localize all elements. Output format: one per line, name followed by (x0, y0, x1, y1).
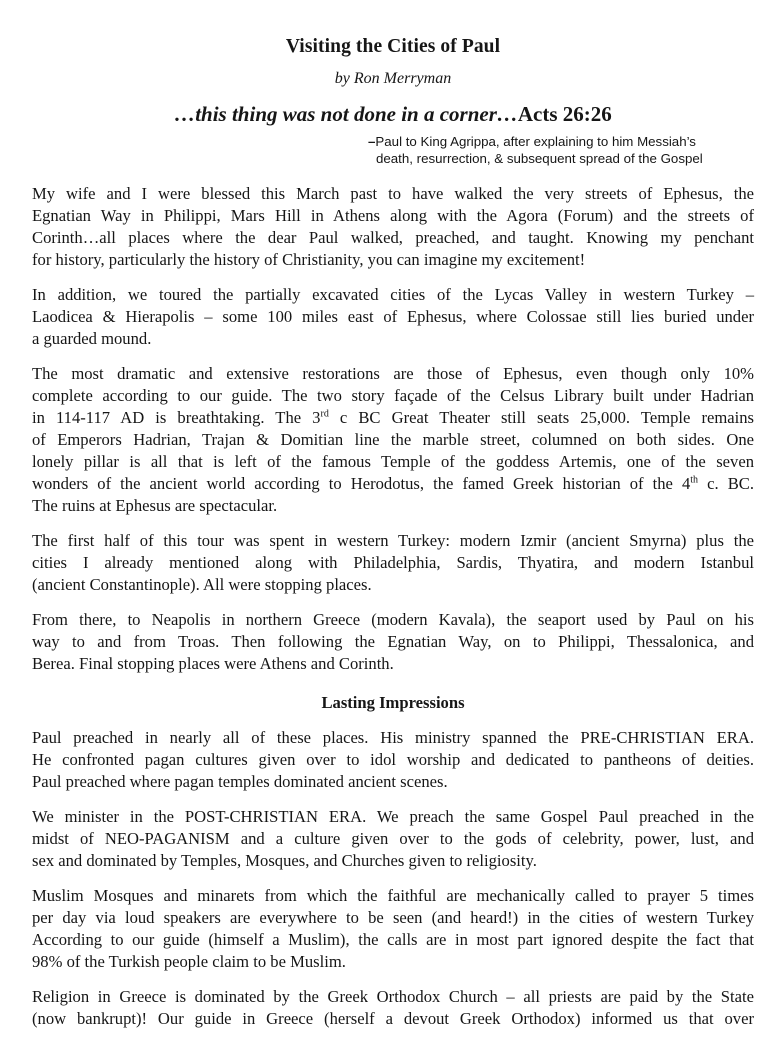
paragraph-line: Corinth…all places where the dear Paul walked, preached, and taught. Knowing my penchant (32, 228, 754, 247)
ordinal-superscript: rd (320, 408, 329, 420)
paragraph-line: Berea. Final stopping places were Athens and Corinth. (32, 654, 394, 673)
paragraph-line: The most dramatic and extensive restorations are those of Ephesus, even though only 10% (32, 364, 754, 383)
paragraph-line: He confronted pagan cultures given over to idol worship and dedicated to pantheons of deities. (32, 750, 754, 769)
paragraph-2 (32, 284, 754, 350)
article-byline: by Ron Merryman (334, 70, 452, 87)
article-title: Visiting the Cities of Paul (285, 36, 501, 57)
attribution-dash: – (368, 134, 376, 149)
paragraph-line: cities I already mentioned along with Philadelphia, Sardis, Thyatira, and modern Istanbul (32, 553, 754, 572)
paragraph-line: We minister in the POST-CHRISTIAN ERA. We preach the same Gospel Paul preached in the (32, 807, 754, 826)
paragraph-line: Religion in Greece is dominated by the Greek Orthodox Church – all priests are paid by the State (32, 987, 754, 1006)
paragraph-line: Paul preached in nearly all of these places. His ministry spanned the PRE-CHRISTIAN ERA. (32, 728, 754, 747)
paragraph-line: for history, particularly the history of Christianity, you can imagine my excitement! (32, 250, 586, 269)
text-run: c BC Great Theater still seats 25,000. Temple remains (328, 408, 754, 427)
section-paragraph-2 (32, 806, 754, 872)
text-run: c. BC. (698, 474, 754, 493)
paragraph-line: way to and from Troas. Then following the Egnatian Way, on to Philippi, Thessalonica, and (32, 632, 754, 651)
section-paragraph-1 (32, 727, 754, 793)
paragraph-line: (ancient Constantinople). All were stopping places. (32, 575, 372, 594)
section-heading: Lasting Impressions (321, 693, 465, 712)
attribution-line-2: death, resurrection, & subsequent spread of the Gospel (376, 151, 703, 166)
paragraph-line: (now bankrupt)! Our guide in Greece (herself a devout Greek Orthodox) informed us that over (32, 1009, 754, 1028)
paragraph-line: 98% of the Turkish people claim to be Muslim. (32, 952, 346, 971)
ordinal-superscript: th (690, 474, 699, 486)
text-run: in 114-117 AD is breathtaking. The 3 (32, 408, 321, 427)
paragraph-line: The ruins at Ephesus are spectacular. (32, 496, 278, 515)
paragraph-line: a guarded mound. (32, 329, 152, 348)
paragraph-line: sex and dominated by Temples, Mosques, and Churches given to religiosity. (32, 851, 537, 870)
paragraph-line: complete according to our guide. The two story façade of the Celsus Library built under Hadrian (32, 386, 754, 405)
paragraph-line (32, 473, 754, 495)
text-run: wonders of the ancient world according to Herodotus, the famed Greek historian of the 4 (32, 474, 691, 493)
paragraph-line: Egnatian Way in Philippi, Mars Hill in Athens along with the Agora (Forum) and the streets of (32, 206, 754, 225)
section-paragraph-4 (32, 986, 754, 1030)
paragraph-line: per day via loud speakers are everywhere to be seen (and heard!) in the cities of western Turkey (32, 908, 754, 927)
paragraph-line: From there, to Neapolis in northern Greece (modern Kavala), the seaport used by Paul on his (32, 610, 754, 629)
attribution-line-1: Paul to King Agrippa, after explaining to him Messiah’s (375, 134, 696, 149)
paragraph-5 (32, 609, 754, 675)
paragraph-line: The first half of this tour was spent in western Turkey: modern Izmir (ancient Smyrna) plus the (32, 531, 754, 550)
paragraph-line: midst of NEO-PAGANISM and a culture given over to the gods of celebrity, power, lust, and (32, 829, 754, 848)
paragraph-line: According to our guide (himself a Muslim), the calls are in most part ignored despite the fact that (32, 930, 754, 949)
epigraph-reference: Acts 26:26 (517, 102, 612, 126)
paragraph-line (32, 407, 754, 429)
paragraph-line: Paul preached where pagan temples dominated ancient scenes. (32, 772, 448, 791)
section-paragraph-3 (32, 885, 754, 973)
paragraph-1 (32, 183, 754, 271)
paragraph-line: lonely pillar is all that is left of the famous Temple of the goddess Artemis, one of the seven (32, 452, 754, 471)
paragraph-4 (32, 530, 754, 596)
epigraph-attribution (368, 133, 754, 167)
paragraph-3 (32, 363, 754, 517)
paragraph-line: Muslim Mosques and minarets from which the faithful are mechanically called to prayer 5 times (32, 886, 754, 905)
paragraph-line: My wife and I were blessed this March past to have walked the very streets of Ephesus, the (32, 184, 754, 203)
paragraph-line: of Emperors Hadrian, Trajan & Domitian line the marble street, columned on both sides. One (32, 430, 754, 449)
paragraph-line: Laodicea & Hierapolis – some 100 miles east of Ephesus, where Colossae still lies buried under (32, 307, 754, 326)
epigraph-quote (32, 102, 754, 127)
epigraph-quote-text: …this thing was not done in a corner… (174, 102, 518, 126)
paragraph-line: In addition, we toured the partially excavated cities of the Lycas Valley in western Turkey – (32, 285, 754, 304)
